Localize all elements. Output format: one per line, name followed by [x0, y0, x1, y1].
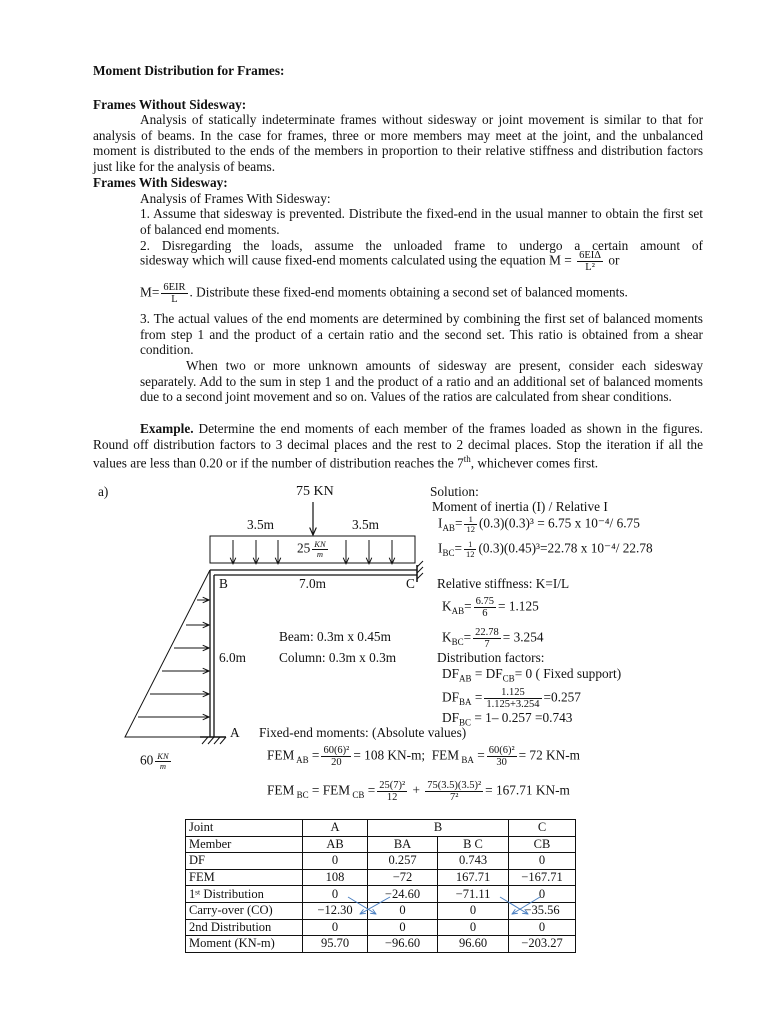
- example-body: Determine the end moments of each member of the frames loaded as shown in the figures. Round off distribution factors to 3 decimal places and the rest to 2 decimal places. Stop the iteration if all the values are less than 0.20 or if the number of distribution reaches the 7: [93, 421, 703, 471]
- table-cell: CB: [509, 836, 576, 853]
- table-row: [186, 820, 576, 837]
- triangular-load-arrows: [138, 600, 209, 717]
- table-cell: 1ˢᵗ Distribution: [186, 886, 303, 903]
- example-sup: th: [463, 454, 471, 465]
- kab-equation: $K_{AB}=$ $\frac{6.75}{6}$ = 1.125: [442, 596, 539, 619]
- table-cell: −71.11: [438, 886, 509, 903]
- moment-distribution-table: [185, 819, 576, 953]
- step-1: 1. Assume that sidesway is prevented. Distribute the fixed-end in the usual manner to obtain the first set of balanced end moments.: [140, 206, 703, 237]
- point-load-label: 75 KN: [296, 484, 334, 499]
- table-cell: 0: [509, 853, 576, 870]
- triangular-load-label: 60 $\frac{KN}{m}$: [140, 751, 169, 771]
- node-b-label: B: [219, 576, 228, 591]
- kbc-equation: $K_{BC}=$ $\frac{22.78}{7}$ = 3.254: [442, 627, 544, 650]
- table-row: [186, 869, 576, 886]
- table-cell: 0.257: [368, 853, 438, 870]
- df-ba-equation: $DF_{BA}$ = $\frac{1.125}{1.125+3.254}$ =0.257: [442, 687, 581, 710]
- support-c-hatch: [417, 561, 423, 579]
- table-cell: 167.71: [438, 869, 509, 886]
- table-cell: Moment (KN-m): [186, 936, 303, 953]
- table-cell: FEM: [186, 869, 303, 886]
- iab-equation: $I_{AB}=$ $\frac{1}{12}$ (0.3)(0.3)³ = 6.75 x 10⁻⁴/ 6.75: [438, 514, 640, 534]
- table-cell: BA: [368, 836, 438, 853]
- triangular-load-outline: [125, 570, 210, 737]
- table-cell: −96.60: [368, 936, 438, 953]
- equation-6eidelta: $\frac{\text{6EIΔ}}{\text{L²}}$: [579, 250, 602, 273]
- df-fixed-line: $DF_{AB} = DF_{CB}= 0$ ( Fixed support): [442, 666, 622, 684]
- right-span-label: 3.5m: [352, 517, 379, 532]
- table-cell: 0: [368, 919, 438, 936]
- table-cell: Member: [186, 836, 303, 853]
- column-height-label: 6.0m: [219, 650, 246, 665]
- table-cell: 0: [438, 902, 509, 919]
- table-cell: 0: [509, 919, 576, 936]
- ibc-equation: $I_{BC}=$ $\frac{1}{12}$ (0.3)(0.45)³=22.78 x 10⁻⁴/ 22.78: [438, 539, 653, 559]
- step-2-text-end: . Distribute these fixed-end moments obtaining a second set of balanced moments.: [189, 284, 628, 300]
- subheading-with-sidesway: Analysis of Frames With Sidesway:: [140, 191, 331, 206]
- table-row: [186, 836, 576, 853]
- step-2-text: sidesway which will cause fixed-end moments calculated using the equation M =: [140, 252, 572, 268]
- table-cell: 2nd Distribution: [186, 919, 303, 936]
- table-cell: DF: [186, 853, 303, 870]
- node-a-label: A: [230, 725, 240, 740]
- table-cell: −24.60: [368, 886, 438, 903]
- column-size-label: Column: 0.3m x 0.3m: [279, 650, 397, 665]
- table-cell: B: [368, 820, 509, 837]
- moi-heading: Moment of inertia (I) / Relative I: [432, 499, 608, 514]
- table-cell: −35.56: [509, 902, 576, 919]
- node-c-label: C: [406, 576, 415, 591]
- df-bc-equation: $DF_{BC} = 1-$ 0.257 =0.743: [442, 710, 573, 728]
- relative-stiffness-heading: Relative stiffness: K=I/L: [437, 576, 570, 591]
- udl-label: 25 $\frac{KN}{m}$: [297, 539, 326, 559]
- table-cell: Joint: [186, 820, 303, 837]
- equation-6eir: $\frac{\text{6EIR}}{L}$: [163, 282, 186, 305]
- table-cell: 0: [303, 919, 368, 936]
- table-row: [186, 919, 576, 936]
- table-cell: −203.27: [509, 936, 576, 953]
- table-cell: A: [303, 820, 368, 837]
- table-cell: −72: [368, 869, 438, 886]
- table-cell: 0: [438, 919, 509, 936]
- step-2-line-1: 2. Disregarding the loads, assume the unloaded frame to undergo a certain amount of: [140, 238, 703, 253]
- fem-heading: Fixed-end moments: (Absolute values): [259, 725, 467, 740]
- table-cell: C: [509, 820, 576, 837]
- heading-with-sidesway: Frames With Sidesway:: [93, 175, 228, 190]
- beam-size-label: Beam: 0.3m x 0.45m: [279, 629, 391, 644]
- solution-heading: Solution:: [430, 484, 479, 499]
- table-cell: 0.743: [438, 853, 509, 870]
- table-cell: 108: [303, 869, 368, 886]
- distribution-factors-heading: Distribution factors:: [437, 650, 545, 665]
- table-cell: −167.71: [509, 869, 576, 886]
- table-row: [186, 936, 576, 953]
- step-2-or: or: [608, 252, 620, 268]
- figure-part-label: a): [98, 484, 109, 499]
- beam-length-label: 7.0m: [299, 576, 326, 591]
- support-a-hatch: [202, 737, 226, 744]
- table-cell: 95.70: [303, 936, 368, 953]
- table-cell: B C: [438, 836, 509, 853]
- table-cell: Carry-over (CO): [186, 902, 303, 919]
- heading-without-sidesway: Frames Without Sidesway:: [93, 97, 247, 112]
- paragraph-when: When two or more unknown amounts of sidesway are present, consider each sidesway separately. Add to the sum in step 1 and the product of a ratio and an additional set of balanced moments due to a second joint movement and so on. Values of the ratios are calculated from shear conditions.: [140, 358, 703, 405]
- table-cell: −12.30: [303, 902, 368, 919]
- table-cell: 0: [509, 886, 576, 903]
- table-cell: 0: [303, 886, 368, 903]
- table-cell: AB: [303, 836, 368, 853]
- example-body-end: , whichever comes first.: [470, 455, 599, 471]
- table-row: [186, 853, 576, 870]
- example-label: Example.: [140, 421, 194, 436]
- table-cell: 96.60: [438, 936, 509, 953]
- fem-bc-line: FEM $_{BC}$ = FEM $_{CB}$ = $\frac{\text{25(7)²}}{12}$ + $\frac{\text{75(3.5)(3.5)²}}{\text{7²}}$ = 167.71 KN-m: [267, 780, 570, 803]
- step-3: 3. The actual values of the end moments are determined by combining the first set of balanced moments from step 1 and the product of a certain ratio and the second set. This ratio is obtained from a shear condition.: [140, 311, 703, 358]
- left-span-label: 3.5m: [247, 517, 274, 532]
- paragraph-without-sidesway: Analysis of statically indeterminate frames without sidesway or joint movement is similar to that for analysis of beams. In the case for frames, three or more members may meet at the joint, and the unbalanced moment is distributed to the ends of the members in proportion to their relative stiffness and distribution factors just like for the analysis of beams.: [93, 112, 703, 174]
- table-cell: 0: [303, 853, 368, 870]
- equation-m-label: M=: [140, 284, 160, 300]
- table-cell: 0: [368, 902, 438, 919]
- page-title: Moment Distribution for Frames:: [93, 63, 285, 78]
- fem-ab-ba-line: FEM $_{AB}$ = $\frac{\text{60(6)²}}{20}$ = 108 KN-m; FEM $_{BA}$ = $\frac{\text{60(6)²}}{30}$ = 72 KN-m: [267, 745, 581, 768]
- table-row: [186, 886, 576, 903]
- table-body: [186, 820, 576, 953]
- table-row: [186, 902, 576, 919]
